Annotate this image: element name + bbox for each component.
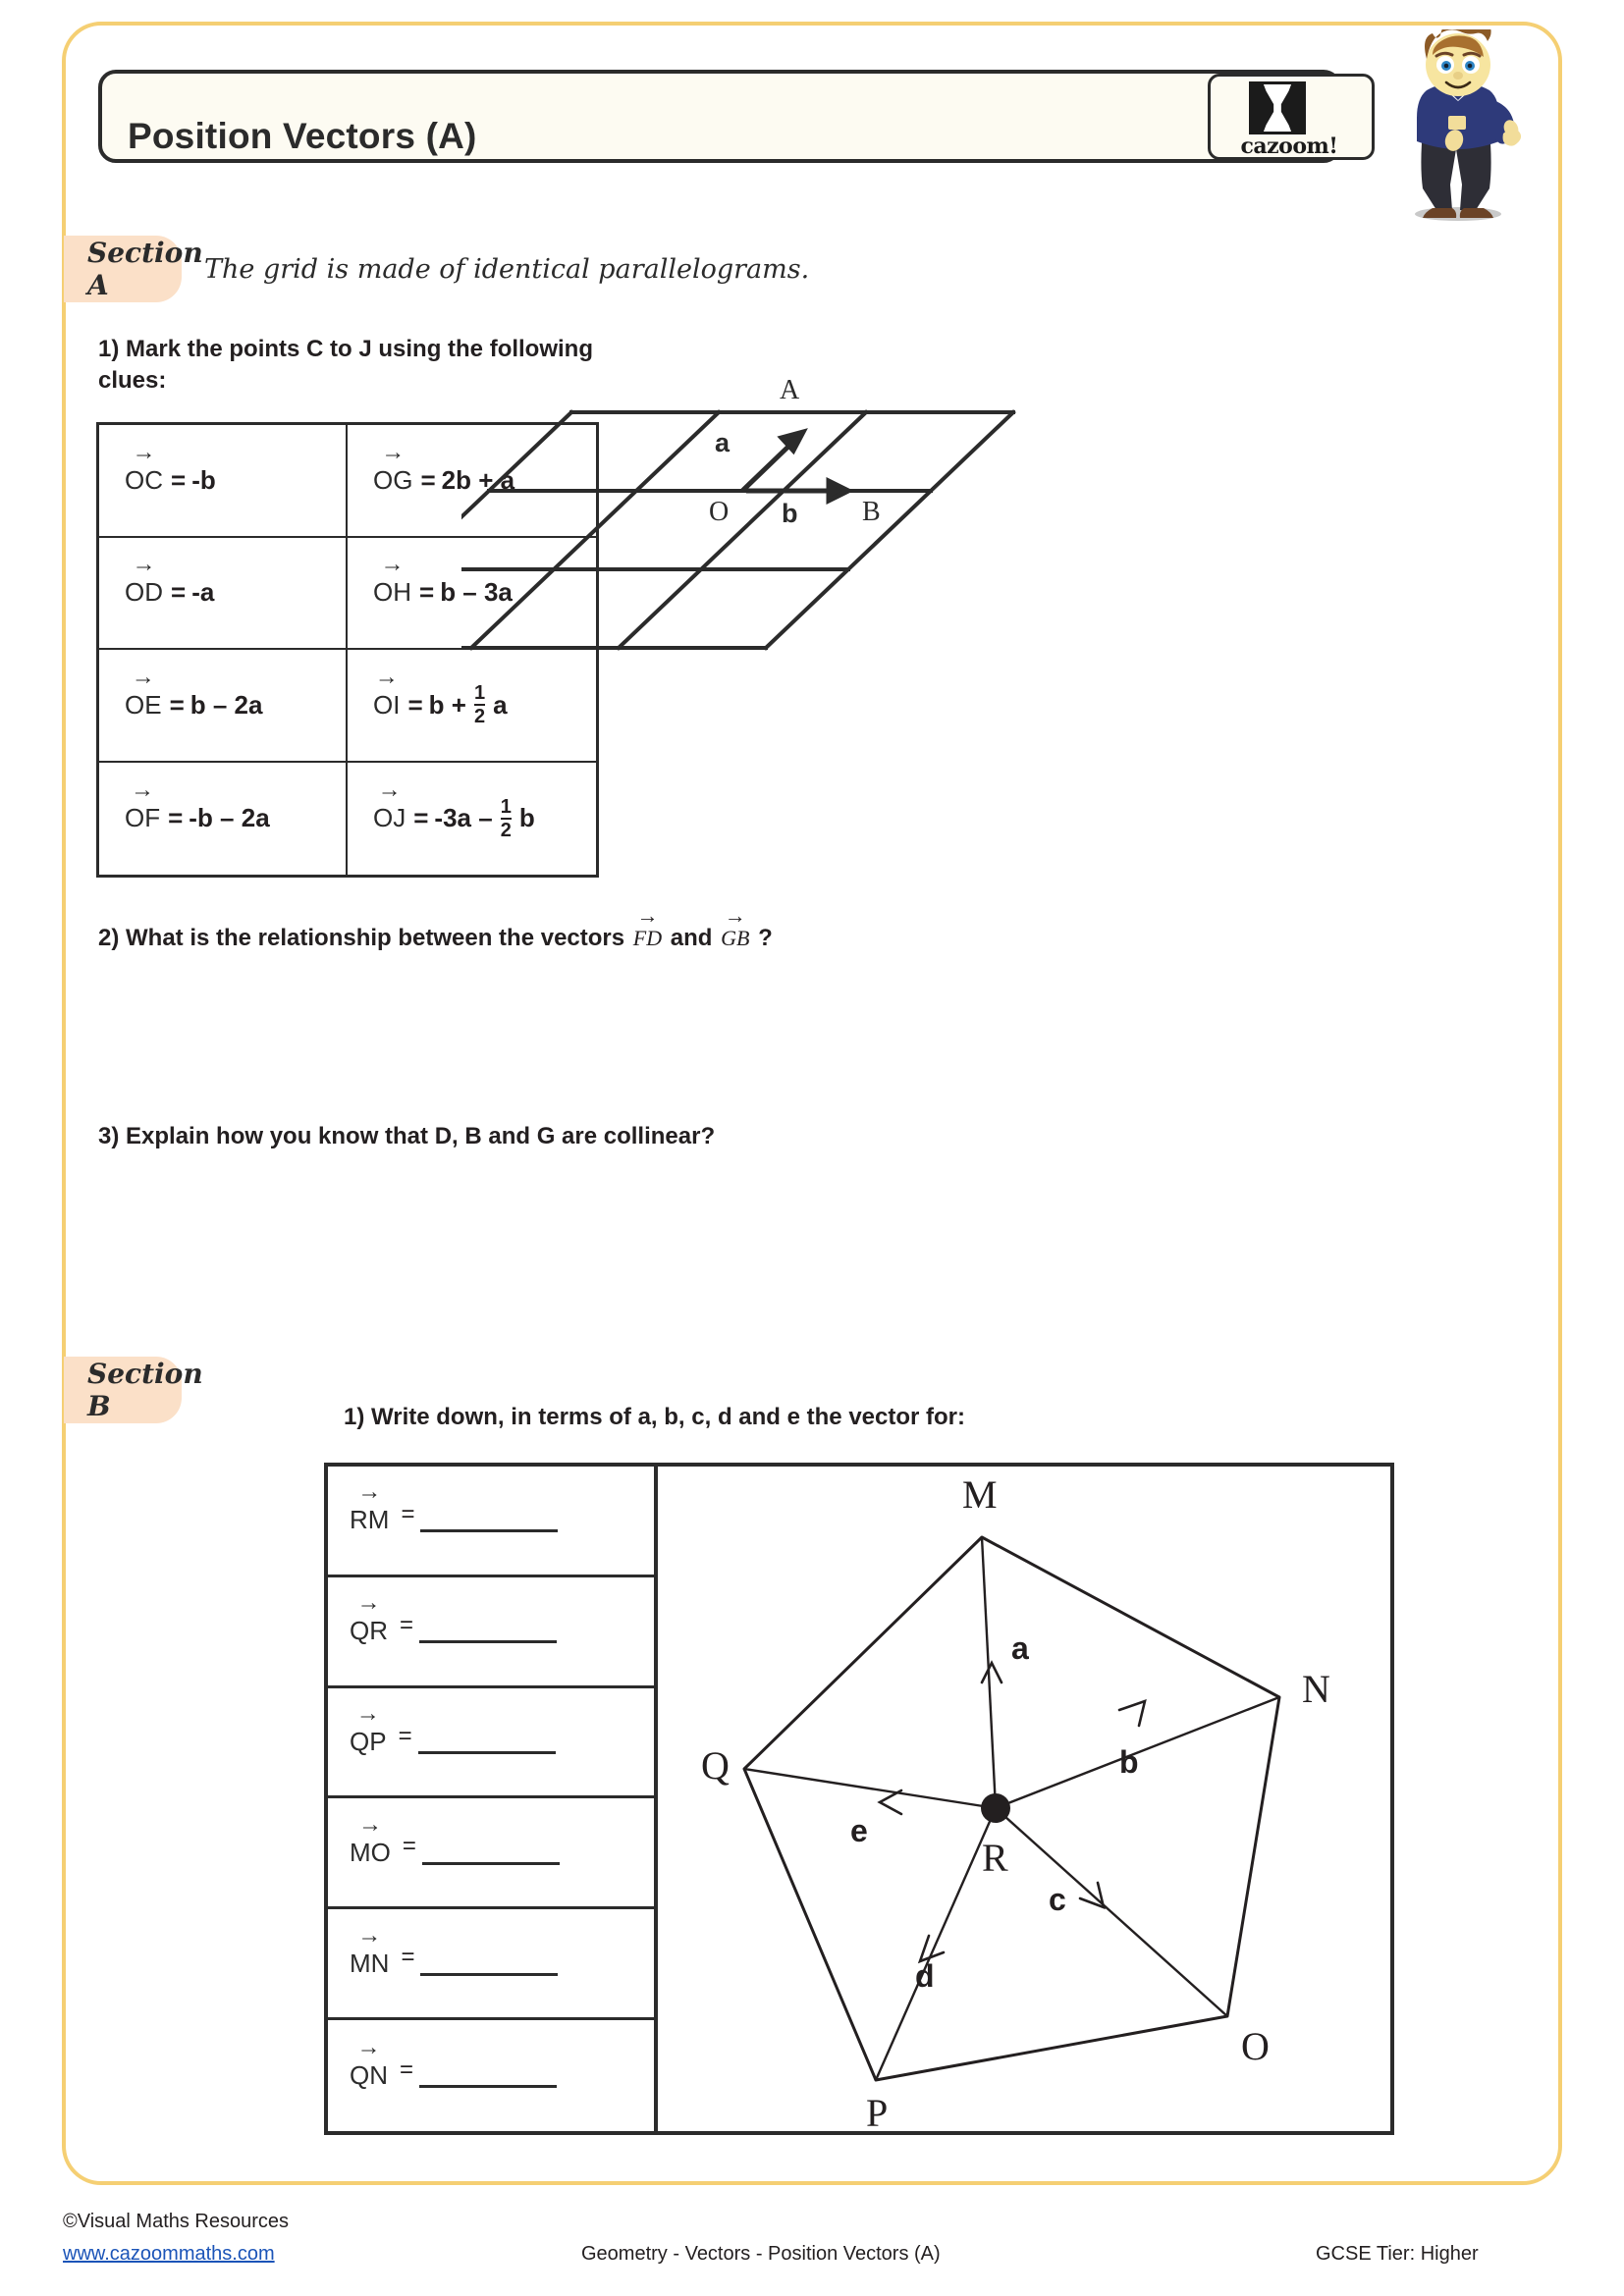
equals-sign: = [401, 1944, 415, 1971]
vector-label: → OI [373, 690, 400, 721]
vector-value-prefix: -3a – [434, 803, 493, 833]
label-vector-a: a [715, 428, 731, 457]
vector-label: → RM [350, 1505, 389, 1535]
label-O: O [1241, 2024, 1270, 2068]
label-B: B [862, 497, 881, 527]
fraction-denominator: 2 [473, 706, 486, 728]
section-b-question-1 [344, 1402, 1227, 1433]
vector-label: → OF [125, 803, 160, 833]
vector-fd: → FD [631, 924, 664, 953]
table-cell [99, 538, 348, 649]
fraction-denominator: 2 [500, 819, 512, 841]
label-vector-b: b [782, 499, 798, 528]
vector-value: b – 3a [440, 577, 513, 608]
question-2-text-after: ? [751, 925, 773, 951]
footer-url-link[interactable]: www.cazoommaths.com [63, 2243, 275, 2265]
vector-label: → OJ [373, 803, 406, 833]
answer-blank[interactable] [422, 1841, 560, 1865]
pentagon-outline [744, 1537, 1279, 2080]
answer-blank[interactable] [419, 2063, 557, 2088]
vector-label: → QP [350, 1727, 387, 1757]
equals-sign: = [419, 577, 435, 608]
sb-q1-middle: and [731, 1404, 787, 1430]
sb-q1-vars: a, b, c, d [637, 1404, 732, 1430]
student-mascot-icon [1389, 29, 1527, 221]
vector-value-prefix: b + [428, 689, 466, 720]
equals-sign: = [168, 803, 184, 833]
equals-sign: = [398, 1722, 412, 1749]
list-item [328, 1467, 654, 1577]
label-P: P [866, 2091, 889, 2131]
section-a-badge [64, 236, 203, 302]
sb-q1-before: 1) Write down, in terms of [344, 1404, 638, 1430]
equals-sign: = [400, 1611, 414, 1638]
answer-blank[interactable] [420, 1951, 558, 1976]
section-a-caption: The grid is made of identical parallelograms. [204, 254, 810, 285]
label-vector-b: b [1119, 1744, 1139, 1780]
equals-sign: = [401, 1500, 415, 1527]
label-vector-d: d [915, 1958, 935, 1994]
label-vector-a: a [1011, 1630, 1029, 1666]
grid-lines [461, 412, 1013, 648]
section-b-answer-box [324, 1463, 1394, 2135]
table-cell [99, 763, 348, 876]
label-R: R [982, 1836, 1008, 1880]
fraction-numerator: 1 [500, 795, 512, 818]
equals-sign: = [171, 577, 187, 608]
answer-blank[interactable] [420, 1508, 558, 1532]
equals-sign: = [407, 689, 423, 720]
label-vector-c: c [1049, 1882, 1066, 1917]
vector-value: -b – 2a [189, 803, 270, 833]
pentagon-vector-diagram [658, 1467, 1390, 2131]
label-A: A [780, 375, 800, 405]
vector-label: → OC [125, 465, 163, 496]
vector-label: → MO [350, 1838, 391, 1868]
list-item [328, 1688, 654, 1799]
fraction-numerator: 1 [473, 682, 486, 705]
footer-topic: Geometry - Vectors - Position Vectors (A) [581, 2243, 941, 2265]
cazoom-logo-text: cazoom! [1240, 133, 1338, 159]
label-vector-e: e [850, 1813, 868, 1848]
vector-gb: → GB [719, 924, 751, 953]
vector-value: 2b + a [441, 464, 515, 495]
section-b-badge [64, 1357, 203, 1423]
equals-sign: = [169, 689, 185, 720]
vector-label: → OG [373, 465, 412, 496]
label-Q: Q [701, 1743, 730, 1788]
centre-spokes [744, 1537, 1279, 2080]
question-2-text-before: 2) What is the relationship between the vectors [98, 925, 631, 951]
label-O: O [709, 497, 730, 527]
pentagon-vertex-labels [701, 1472, 1330, 2131]
vector-value: -a [191, 577, 215, 608]
list-item [328, 2020, 654, 2131]
label-M: M [962, 1472, 998, 1517]
section-a-label: Section A [87, 237, 203, 301]
centre-point-R [981, 1793, 1010, 1823]
question-2 [98, 923, 1031, 954]
answer-blank[interactable] [419, 1619, 557, 1643]
list-item [328, 1577, 654, 1688]
label-N: N [1302, 1667, 1330, 1711]
vector-value: b – 2a [189, 689, 263, 720]
vector-label: → QR [350, 1616, 388, 1646]
vector-value-suffix: a [493, 689, 508, 720]
vector-label: → QN [350, 2060, 388, 2091]
fraction [501, 797, 512, 840]
equals-sign: = [400, 2056, 414, 2083]
footer-tier: GCSE Tier: Higher [1316, 2243, 1479, 2265]
footer-copyright: ©Visual Maths Resources [63, 2211, 290, 2232]
equals-sign: = [402, 1833, 416, 1860]
vector-value-suffix: b [518, 803, 535, 833]
question-3: 3) Explain how you know that D, B and G are collinear? [98, 1123, 716, 1149]
sb-q1-after: the vector for: [799, 1404, 966, 1430]
answer-blank[interactable] [418, 1730, 556, 1754]
list-item [328, 1798, 654, 1909]
list-item [328, 1909, 654, 2020]
section-b-answer-table [328, 1467, 658, 2131]
vector-label: → OH [373, 577, 411, 608]
table-cell [99, 425, 348, 536]
vector-arrowheads [880, 1663, 1145, 1961]
section-b-label: Section B [87, 1358, 203, 1422]
question-2-text-middle: and [664, 925, 720, 951]
table-cell [99, 650, 348, 761]
parallelogram-grid-diagram [461, 373, 1070, 785]
page-title: Position Vectors (A) [128, 116, 477, 156]
vector-label: → MN [350, 1949, 389, 1979]
vector-label: → OD [125, 577, 163, 608]
vector-label: → OE [125, 690, 162, 721]
equals-sign: = [171, 464, 187, 495]
equals-sign: = [420, 464, 436, 495]
equals-sign: = [413, 803, 429, 833]
vector-value: -b [191, 464, 216, 495]
question-1: 1) Mark the points C to J using the following clues: [98, 336, 593, 395]
sb-q1-last-var: e [786, 1404, 800, 1430]
